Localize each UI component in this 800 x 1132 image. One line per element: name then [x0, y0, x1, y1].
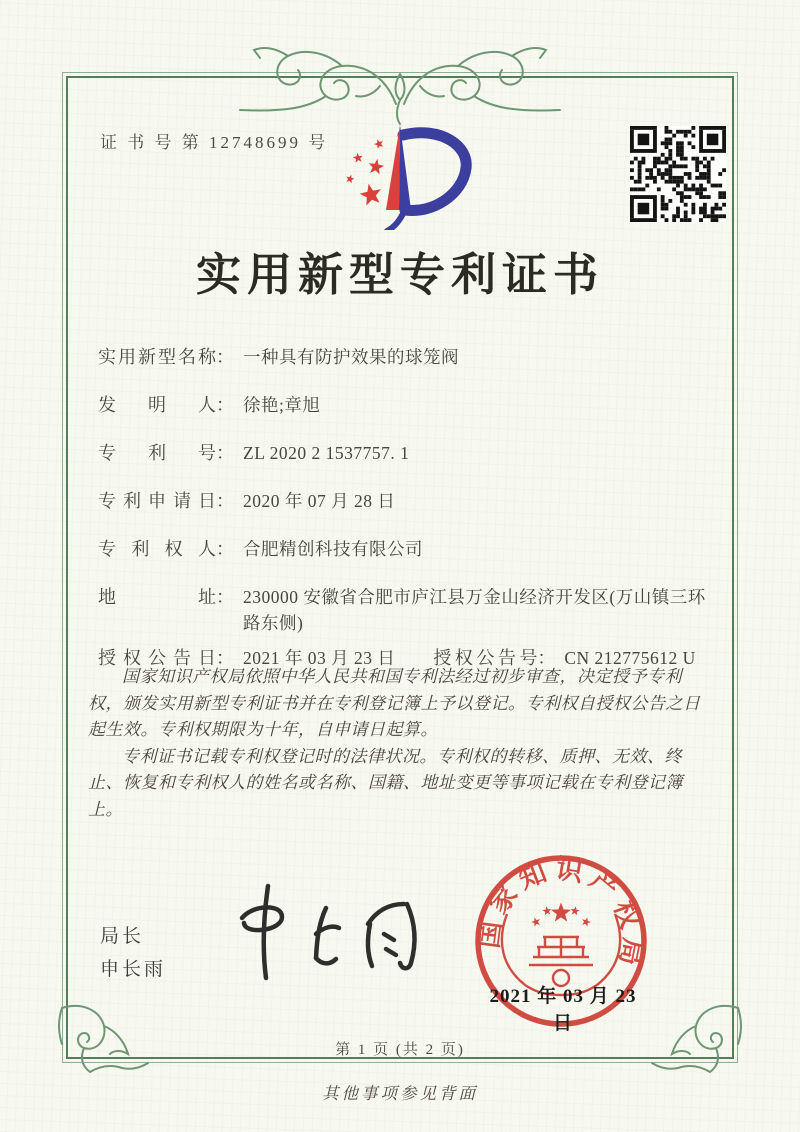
field-label: 专利权人 [98, 539, 216, 559]
field-row-patentee: 专利权人 ： 合肥精创科技有限公司 [98, 536, 714, 563]
field-row-name: 实用新型名称 ： 一种具有防护效果的球笼阀 [98, 344, 714, 371]
back-note: 其他事项参见背面 [322, 1084, 478, 1103]
field-value: ZL 2020 2 1537757. 1 [243, 443, 410, 463]
field-label: 发明人 [98, 395, 216, 415]
field-label: 地址 [98, 587, 216, 607]
signature-shen-changyu [218, 878, 438, 990]
field-row-patent-no: 专利号 ： ZL 2020 2 1537757. 1 [98, 440, 714, 467]
page-number: 第 1 页 (共 2 页) [335, 1042, 465, 1058]
officer-title: 局长 [100, 926, 145, 947]
field-row-filing-date: 专利申请日 ： 2020 年 07 月 28 日 [98, 488, 714, 515]
field-label: 授权公告号 [433, 648, 538, 668]
field-value: 2020 年 07 月 28 日 [243, 491, 396, 511]
page-title: 实用新型专利证书 [195, 250, 604, 300]
legal-paragraph-2: 专利证书记载专利权登记时的法律状况。专利权的转移、质押、无效、终止、恢复和专利权人的姓名或名称、国籍、地址变更等事项记载在专利登记簿上。 [88, 746, 683, 819]
field-value: 2021 年 03 月 23 日 [243, 648, 396, 668]
officer-name: 申长雨 [100, 959, 167, 980]
field-value: CN 212775612 U [564, 648, 696, 668]
field-label: 专利号 [98, 443, 216, 463]
field-label: 实用新型名称 [98, 347, 216, 367]
field-row-inventor: 发明人 ： 徐艳;章旭 [98, 392, 714, 419]
field-grant-date: 授权公告日 ： 2021 年 03 月 23 日 [98, 645, 395, 672]
officer-block [100, 920, 166, 986]
field-value: 合肥精创科技有限公司 [243, 539, 423, 559]
seal-date: 2021 年 03 月 23 日 [489, 986, 637, 1034]
field-label: 授权公告日 [98, 648, 216, 668]
field-value: 徐艳;章旭 [243, 395, 321, 415]
legal-paragraph-1: 国家知识产权局依照中华人民共和国专利法经过初步审查，决定授予专利权，颁发实用新型专利证书并在专利登记簿上予以登记。专利权自授权公告之日起生效。专利权期限为十年，自申请日起算。 [88, 667, 701, 739]
seal-text: 国家知识产权局 [473, 853, 649, 974]
field-value: 230000 安徽省合肥市庐江县万金山经济开发区(万山镇三环路东侧) [243, 587, 706, 633]
certificate-number: 证 书 号 第 12748699 号 [100, 133, 329, 152]
legal-text [88, 664, 716, 823]
field-value: 一种具有防护效果的球笼阀 [243, 347, 459, 367]
cnipa-logo-icon [336, 110, 472, 230]
field-list [98, 344, 714, 693]
field-label: 专利申请日 [98, 491, 216, 511]
qr-code [630, 126, 726, 222]
field-grant-no: 授权公告号 ： CN 212775612 U [433, 645, 695, 672]
field-row-address: 地址 ： 230000 安徽省合肥市庐江县万金山经济开发区(万山镇三环路东侧) [98, 584, 714, 636]
